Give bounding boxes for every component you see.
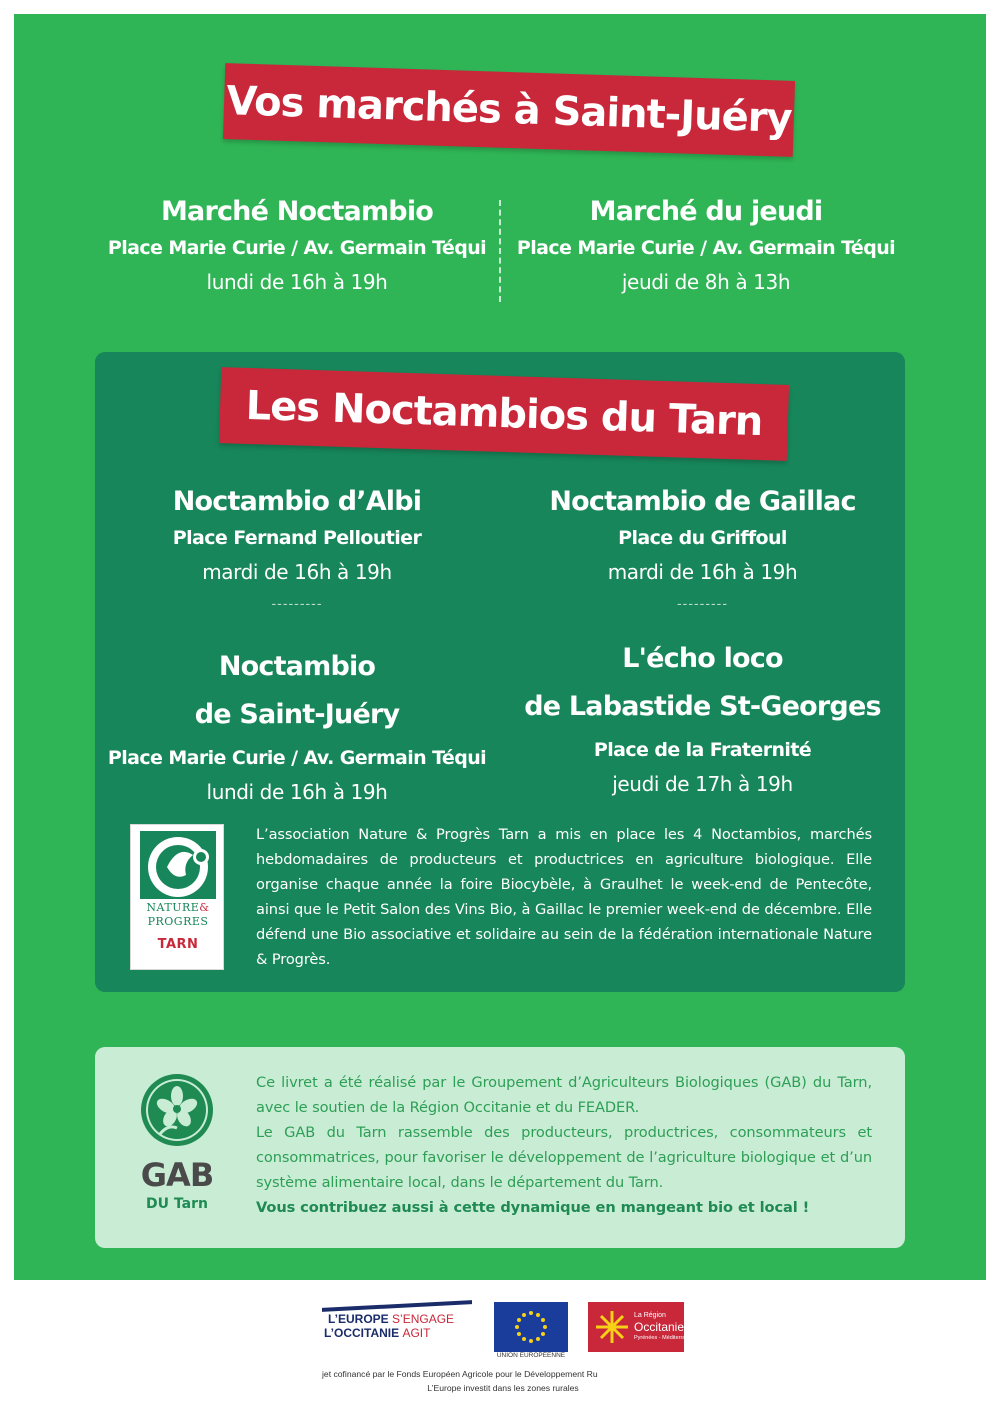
logo-text: NATURE&: [146, 901, 210, 914]
market-time: jeudi de 17h à 19h: [612, 772, 793, 796]
market-place: Place Marie Curie / Av. Germain Téqui: [107, 747, 487, 769]
market-time: mardi de 16h à 19h: [607, 560, 798, 584]
region-logo-text: La Région: [634, 1312, 666, 1319]
noctambio-saint-juery: [104, 642, 490, 806]
noctambios-title: Les Noctambios du Tarn: [245, 382, 763, 446]
market-name-line2: de Saint-Juéry: [194, 699, 400, 730]
market-noctambio: [104, 194, 490, 296]
gab-text-bold: Vous contribuez aussi à cette dynamique en mangeant bio et local !: [256, 1199, 810, 1216]
eu-stars-icon: [494, 1302, 568, 1352]
market-name-line2: de Labastide St-Georges: [524, 691, 881, 722]
gab-logo: [130, 1070, 224, 1220]
logo-text: PROGRES: [147, 915, 209, 928]
echo-loco-labastide: [505, 634, 900, 798]
column-divider: [499, 200, 501, 302]
noctambio-gaillac: [505, 484, 900, 612]
market-place: Place Marie Curie / Av. Germain Téqui: [107, 237, 487, 259]
footer-europe-text: L’Europe investit dans les zones rurales: [427, 1383, 579, 1393]
market-name: Marché Noctambio: [160, 196, 434, 227]
eu-flag: [494, 1302, 568, 1352]
market-name: Noctambio de Gaillac: [549, 486, 856, 517]
market-place: Place Fernand Pelloutier: [172, 527, 422, 549]
market-time: mardi de 16h à 19h: [202, 560, 392, 584]
gab-logo-subtitle: DU Tarn: [146, 1196, 208, 1212]
gab-logo-title: GAB: [140, 1156, 214, 1194]
logo-text: L’OCCITANIE AGIT: [324, 1326, 431, 1340]
row-divider: ---------: [677, 595, 728, 611]
gab-text-1: Ce livret a été réalisé par le Groupement d’Agriculteurs Biologiques (GAB) du Tarn, avec le soutien de la Région Occitanie et du FEADER.: [256, 1074, 872, 1116]
gab-description: [256, 1070, 872, 1220]
region-occitanie-logo: [588, 1302, 695, 1352]
eu-flag-label: UNION EUROPÉENNE: [496, 1352, 566, 1359]
flower-leaf-icon: [130, 1070, 224, 1150]
europe-engage-logo: [322, 1304, 482, 1344]
nature-progres-description: L’association Nature & Progrès Tarn a mis en place les 4 Noctambios, marchés hebdomadaires de producteurs et productrices en agriculture biologique. Elle organise chaque année la foire Biocybèle, à Graulhet le week-end de Pentecôte, ainsi que le Petit Salon des Vins Bio, à Gaillac le premier week-end de décembre. Elle défend une Bio associative et solidaire au sein de la fédération internationale Nature & Progrès.: [256, 826, 872, 968]
market-name: Noctambio d’Albi: [172, 486, 422, 517]
nature-progres-logo: [130, 824, 224, 970]
gab-text-2: Le GAB du Tarn rassemble des producteurs, productrices, consommateurs et consommatrices, pour favoriser le développement de l’agriculture biologique et d’un système alimentaire local, dans le département du Tarn.: [256, 1124, 872, 1191]
market-name: Marché du jeudi: [589, 196, 823, 227]
logo-bar: [322, 1300, 472, 1312]
market-name-line1: L'écho loco: [622, 643, 783, 674]
footer-logos: [0, 1296, 1000, 1366]
row-divider: ---------: [271, 595, 323, 611]
market-place: Place du Griffoul: [618, 527, 787, 549]
region-logo-text: Pyrénées - Méditerranée: [634, 1335, 695, 1341]
market-time: jeudi de 8h à 13h: [621, 270, 791, 294]
region-logo-text: Occitanie: [634, 1320, 685, 1334]
market-time: lundi de 16h à 19h: [206, 780, 388, 804]
market-time: lundi de 16h à 19h: [206, 270, 388, 294]
market-name-line1: Noctambio: [218, 651, 376, 682]
nature-progres-logo-icon: [131, 827, 225, 901]
occitan-cross-icon: [590, 1302, 634, 1352]
logo-text: TARN: [157, 937, 199, 952]
market-place: Place Marie Curie / Av. Germain Téqui: [516, 237, 896, 259]
logo-text: L’EUROPE S’ENGAGE: [328, 1312, 455, 1326]
market-place: Place de la Fraternité: [593, 739, 812, 761]
noctambio-albi: [104, 484, 490, 612]
market-jeudi: [512, 194, 900, 296]
footer-cofinancing-text: jet cofinancé par le Fonds Européen Agricole pour le Développement Ru: [322, 1369, 598, 1379]
page-title: Vos marchés à Saint-Juéry: [225, 78, 793, 142]
